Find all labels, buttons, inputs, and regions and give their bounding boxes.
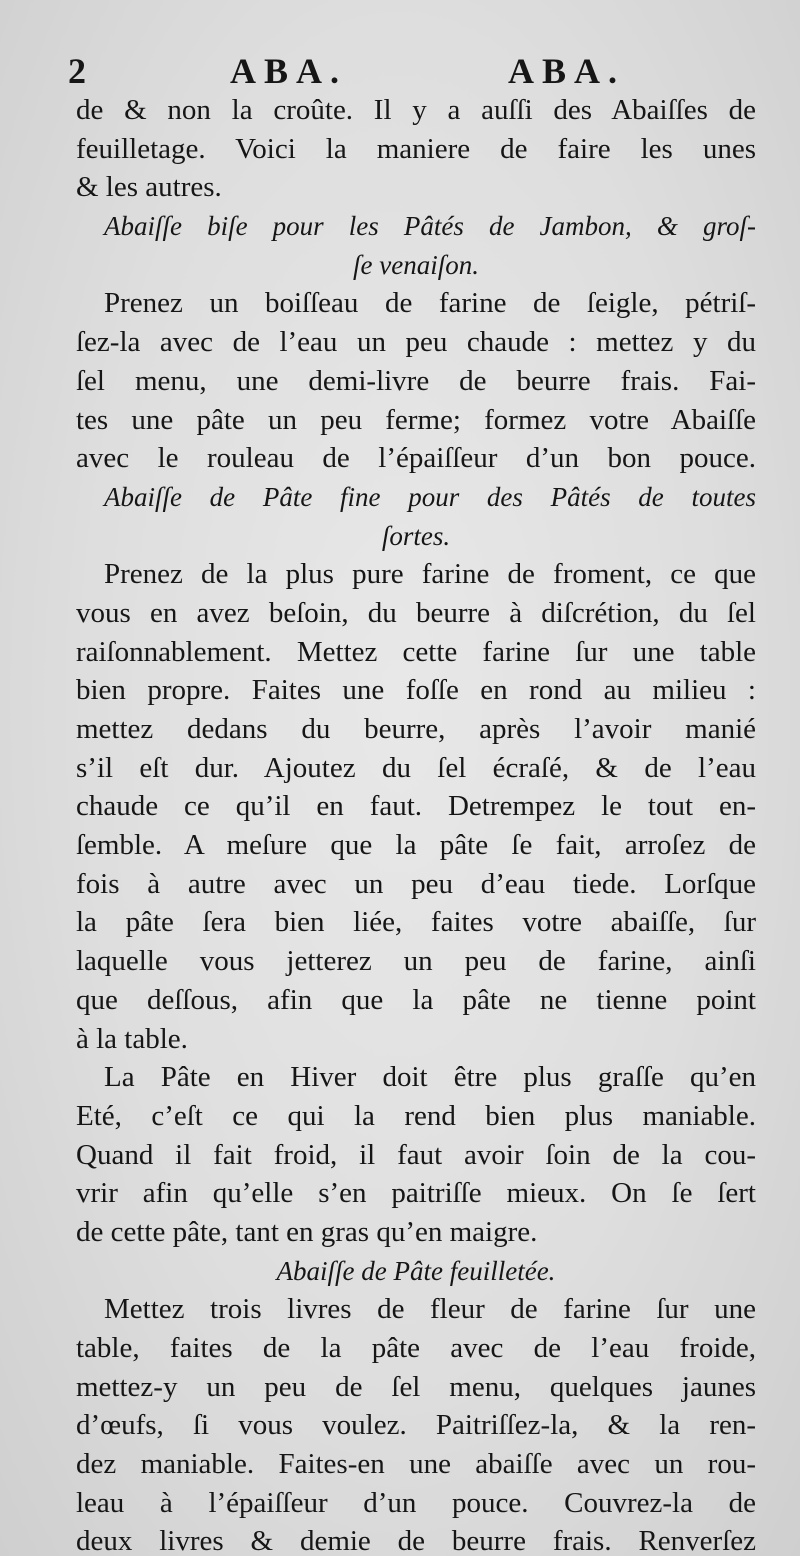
text-line: mettez dedans du beurre, après l’avoir manié — [76, 713, 756, 745]
text-line: chaude ce qu’il en faut. Detrempez le tout en- — [76, 790, 756, 823]
text-line: la pâte ſera bien liée, faites votre abaiſſe, ſur — [76, 906, 756, 939]
paragraph-first-line: Prenez un boiſſeau de farine de ſeigle, pétriſ- — [104, 287, 756, 320]
section-heading: Abaiſſe de Pâte fine pour des Pâtés de toutes — [104, 481, 756, 512]
text-line: table, faites de la pâte avec de l’eau froide, — [76, 1332, 756, 1364]
text-line: deux livres & demie de beurre frais. Renverſez — [76, 1525, 756, 1556]
text-line: ſel menu, une demi-livre de beurre frais. Fai- — [76, 364, 756, 397]
text-line: s’il eſt dur. Ajoutez du ſel écraſé, & de l’eau — [76, 751, 756, 784]
text-line: avec le rouleau de l’épaiſſeur d’un bon pouce. — [76, 442, 756, 475]
text-line: bien propre. Faites une foſſe en rond au milieu : — [76, 674, 756, 707]
text-line: fois à autre avec un peu d’eau tiede. Lorſque — [76, 867, 756, 900]
section-heading: ſe venaiſon. — [353, 249, 479, 280]
page-number: 2 — [68, 51, 94, 91]
text-line: raiſonnablement. Mettez cette farine ſur une table — [76, 635, 756, 668]
paragraph-last-line: & les autres. — [76, 171, 222, 204]
text-line: leau à l’épaiſſeur d’un pouce. Couvrez-la de — [76, 1486, 756, 1519]
text-line: d’œufs, ſi vous voulez. Paitriſſez-la, & la ren- — [76, 1409, 756, 1442]
section-heading: Abaiſſe biſe pour les Pâtés de Jambon, & groſ- — [104, 211, 756, 242]
text-line: mettez-y un peu de ſel menu, quelques jaunes — [76, 1370, 756, 1403]
text-line: Eté, c’eſt ce qui la rend bien plus maniable. — [76, 1099, 756, 1132]
text-line: ſemble. A meſure que la pâte ſe fait, arroſez de — [76, 829, 756, 862]
text-line: feuilletage. Voici la maniere de faire les unes — [76, 132, 756, 165]
text-line: vous en avez beſoin, du beurre à diſcrétion, du ſel — [76, 596, 756, 629]
text-line: Quand il fait froid, il faut avoir ſoin de la cou- — [76, 1138, 756, 1171]
paragraph-first-line: La Pâte en Hiver doit être plus graſſe qu’en — [104, 1061, 756, 1094]
running-title-right: ABA. — [508, 51, 626, 91]
text-line: tes une pâte un peu ferme; formez votre Abaiſſe — [76, 403, 756, 436]
text-line: vrir afin qu’elle s’en paitriſſe mieux. On ſe ſert — [76, 1177, 756, 1210]
text-line: laquelle vous jetterez un peu de farine, ainſi — [76, 945, 756, 978]
text-line: de & non la croûte. Il y a auſſi des Abaiſſes de — [76, 94, 756, 126]
section-heading: Abaiſſe de Pâte feuilletée. — [276, 1255, 556, 1286]
page-text-body — [76, 91, 756, 1556]
paragraph-last-line: à la table. — [76, 1022, 188, 1055]
paragraph-first-line: Mettez trois livres de fleur de farine ſur une — [104, 1293, 756, 1326]
running-header — [62, 48, 752, 94]
text-line: dez maniable. Faites-en une abaiſſe avec un rou- — [76, 1448, 756, 1481]
paragraph-last-line: de cette pâte, tant en gras qu’en maigre. — [76, 1215, 538, 1248]
section-heading: ſortes. — [381, 520, 451, 551]
text-line: que deſſous, afin que la pâte ne tienne point — [76, 983, 756, 1016]
paragraph-first-line: Prenez de la plus pure farine de froment, ce que — [104, 558, 756, 591]
running-title-left: ABA. — [230, 51, 348, 91]
text-line: ſez-la avec de l’eau un peu chaude : mettez y du — [76, 326, 756, 359]
